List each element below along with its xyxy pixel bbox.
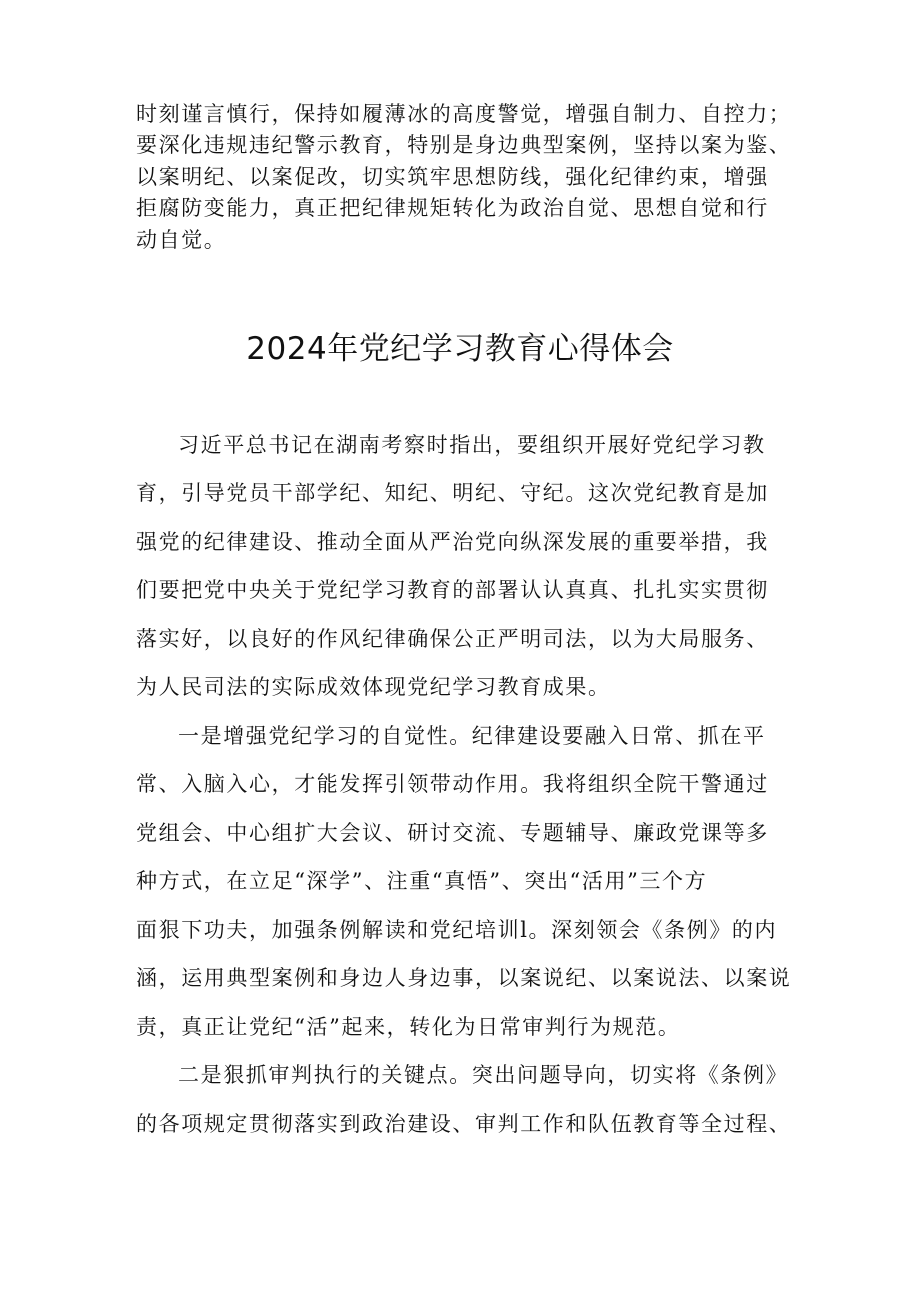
paragraph-line: 责，真正让党纪“活”起来，转化为日常审判行为规范。 [136, 1015, 681, 1039]
paragraph-line: 种方式，在立足“深学”、注重“真悟”、突出“活用”三个方 [136, 869, 708, 893]
paragraph-line: 常、入脑入心，才能发挥引领带动作用。我将组织全院干警通过 [136, 772, 769, 796]
paragraph-line: 一是增强党纪学习的自觉性。纪律建设要融入日常、抓在平 [178, 724, 766, 748]
paragraph-line: 育，引导党员干部学纪、知纪、明纪、守纪。这次党纪教育是加 [136, 481, 769, 505]
intro-line: 动自觉。 [136, 228, 227, 252]
intro-line: 要深化违规违纪警示教育，特别是身边典型案例，坚持以案为鉴、 [136, 133, 792, 157]
paragraph-line: 们要把党中央关于党纪学习教育的部署认认真真、扎扎实实贯彻 [136, 578, 769, 602]
intro-line: 拒腐防变能力，真正把纪律规矩转化为政治自觉、思想自觉和行 [136, 196, 769, 220]
document-title: 2024年党纪学习教育心得体会 [246, 331, 674, 367]
paragraph-line: 党组会、中心组扩大会议、研讨交流、专题辅导、廉政党课等多 [136, 821, 769, 845]
paragraph-line: 的各项规定贯彻落实到政治建设、审判工作和队伍教育等全过程、 [136, 1112, 792, 1136]
paragraph-line: 强党的纪律建设、推动全面从严治党向纵深发展的重要举措，我 [136, 530, 769, 554]
paragraph-line: 涵，运用典型案例和身边人身边事，以案说纪、以案说法、以案说 [136, 966, 792, 990]
paragraph-line: 为人民司法的实际成效体现党纪学习教育成果。 [136, 675, 611, 699]
paragraph-line: 二是狠抓审判执行的关键点。突出问题导向，切实将《条例》 [178, 1063, 789, 1087]
paragraph-line: 习近平总书记在湖南考察时指出，要组织开展好党纪学习教 [178, 433, 766, 457]
intro-line: 时刻谨言慎行，保持如履薄冰的高度警觉，增强自制力、自控力； [136, 102, 792, 126]
paragraph-line: 面狠下功夫，加强条例解读和党纪培训l。深刻领会《条例》的内 [136, 918, 778, 942]
paragraph-line: 落实好，以良好的作风纪律确保公正严明司法，以为大局服务、 [136, 627, 769, 651]
intro-line: 以案明纪、以案促改，切实筑牢思想防线，强化纪律约束，增强 [136, 165, 769, 189]
